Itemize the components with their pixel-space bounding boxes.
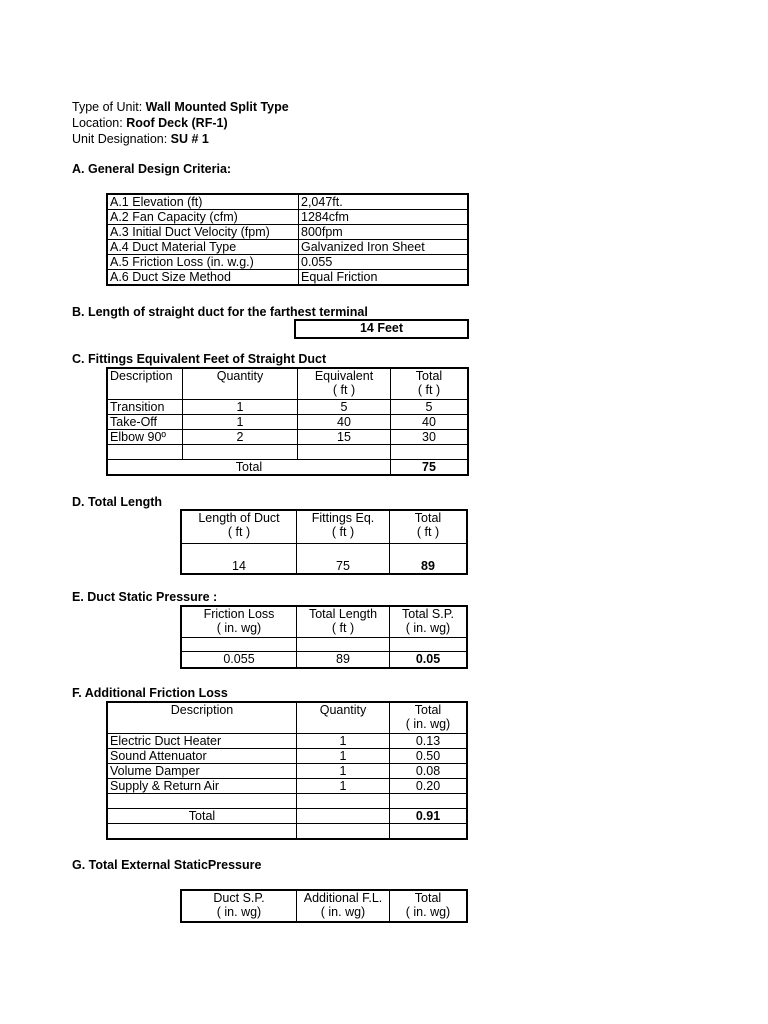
criteria-value: Galvanized Iron Sheet — [299, 240, 468, 255]
afl-header-description: Description — [108, 703, 297, 734]
esp-header-additional-fl: Additional F.L. ( in. wg) — [297, 891, 390, 922]
afl-total-label: Total — [108, 809, 297, 824]
table-row: Take-Off 1 40 40 — [108, 415, 468, 430]
esp-header-total: Total ( in. wg) — [390, 891, 467, 922]
table-row: Volume Damper 1 0.08 — [108, 764, 467, 779]
criteria-label: A.2 Fan Capacity (cfm) — [108, 210, 299, 225]
fittings-total-row — [108, 460, 468, 475]
afl-header-quantity: Quantity — [297, 703, 390, 734]
afl-total-row — [108, 809, 467, 824]
criteria-value: 1284cfm — [299, 210, 468, 225]
location-label: Location: — [72, 116, 127, 130]
dsp-sp-value: 0.05 — [390, 652, 467, 668]
criteria-label: A.6 Duct Size Method — [108, 270, 299, 285]
location-line — [72, 116, 228, 131]
criteria-label: A.5 Friction Loss (in. w.g.) — [108, 255, 299, 270]
section-f-title: F. Additional Friction Loss — [72, 686, 228, 700]
fittings-table — [107, 368, 468, 475]
unit-type-line — [72, 100, 289, 115]
section-c-title: C. Fittings Equivalent Feet of Straight Duct — [72, 352, 327, 366]
straight-duct-value: 14 Feet — [296, 321, 468, 338]
dsp-header-sp: Total S.P. ( in. wg) — [390, 607, 467, 638]
criteria-value: 800fpm — [299, 225, 468, 240]
table-row — [108, 445, 468, 460]
table-row: Electric Duct Heater 1 0.13 — [108, 734, 467, 749]
section-g-title: G. Total External StaticPressure — [72, 858, 262, 872]
criteria-value: 0.055 — [299, 255, 468, 270]
criteria-label: A.1 Elevation (ft) — [108, 195, 299, 210]
afl-header-total: Total ( in. wg) — [390, 703, 467, 734]
designation-label: Unit Designation: — [72, 132, 171, 146]
dsp-header-length: Total Length ( ft ) — [297, 607, 390, 638]
fittings-header-description: Description — [108, 369, 183, 400]
unit-type-value: Wall Mounted Split Type — [145, 100, 289, 114]
length-header-duct: Length of Duct ( ft ) — [182, 511, 297, 544]
section-d-title: D. Total Length — [72, 495, 163, 509]
additional-friction-table — [107, 702, 467, 839]
fittings-total-value: 75 — [391, 460, 468, 475]
section-b-title: B. Length of straight duct for the farthest terminal — [72, 305, 368, 319]
fittings-header-equivalent: Equivalent ( ft ) — [298, 369, 391, 400]
criteria-value: 2,047ft. — [299, 195, 468, 210]
criteria-label: A.3 Initial Duct Velocity (fpm) — [108, 225, 299, 240]
table-row: Transition 1 5 5 — [108, 400, 468, 415]
fittings-total-label: Total — [108, 460, 391, 475]
external-static-pressure-table — [181, 890, 467, 922]
section-a-title: A. General Design Criteria: — [72, 162, 232, 176]
unit-type-label: Type of Unit: — [72, 100, 146, 114]
location-value: Roof Deck (RF-1) — [126, 116, 228, 130]
table-row: Elbow 90º 2 15 30 — [108, 430, 468, 445]
fittings-header-total: Total ( ft ) — [391, 369, 468, 400]
length-header-fittings: Fittings Eq. ( ft ) — [297, 511, 390, 544]
length-total-value: 89 — [390, 544, 467, 574]
straight-duct-box — [295, 320, 468, 338]
total-length-table — [181, 510, 467, 574]
section-e-title: E. Duct Static Pressure : — [72, 590, 218, 604]
criteria-label: A.4 Duct Material Type — [108, 240, 299, 255]
table-row: Supply & Return Air 1 0.20 — [108, 779, 467, 794]
design-criteria-table — [107, 194, 468, 285]
table-row: Sound Attenuator 1 0.50 — [108, 749, 467, 764]
duct-static-pressure-table — [181, 606, 467, 668]
esp-header-duct-sp: Duct S.P. ( in. wg) — [182, 891, 297, 922]
dsp-length-value: 89 — [297, 652, 390, 668]
designation-line — [72, 132, 209, 147]
length-header-total: Total ( ft ) — [390, 511, 467, 544]
designation-value: SU # 1 — [170, 132, 209, 146]
criteria-value: Equal Friction — [299, 270, 468, 285]
length-fittings-value: 75 — [297, 544, 390, 574]
length-duct-value: 14 — [182, 544, 297, 574]
dsp-friction-value: 0.055 — [182, 652, 297, 668]
dsp-header-friction: Friction Loss ( in. wg) — [182, 607, 297, 638]
afl-total-value: 0.91 — [390, 809, 467, 824]
fittings-header-quantity: Quantity — [183, 369, 298, 400]
